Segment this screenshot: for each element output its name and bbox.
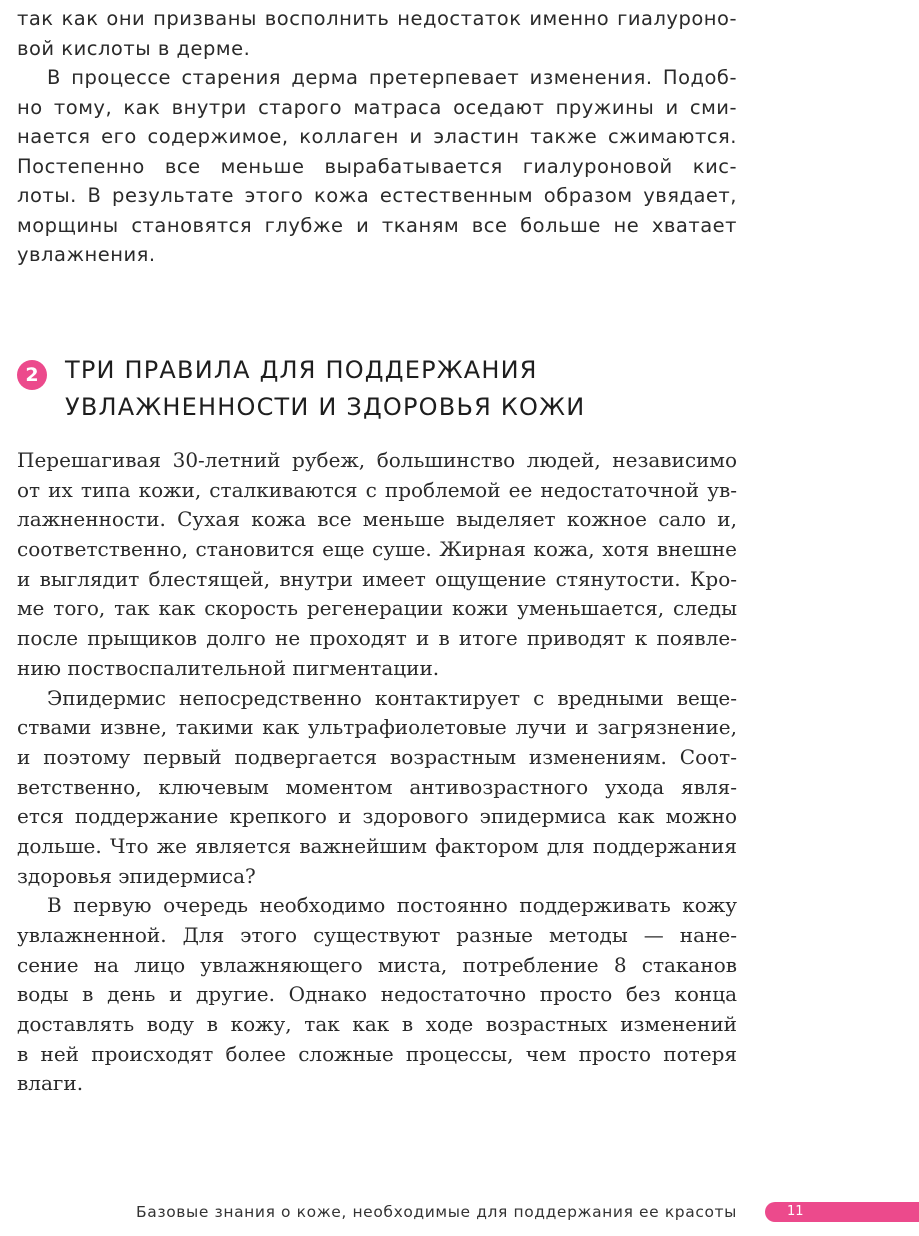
body-text — [17, 446, 737, 1099]
body-line-21: в ней происходят более сложные процессы, чем просто потеря — [17, 1041, 737, 1066]
body-line-3: лажненности. Сухая кожа все меньше выделяет кожное сало и, — [17, 507, 737, 532]
page-footer — [0, 1198, 919, 1228]
section-title-line-2: УВЛАЖНЕННОСТИ И ЗДОРОВЬЯ КОЖИ — [65, 393, 586, 421]
intro-line-7: лоты. В результате этого кожа естественным образом увядает, — [17, 184, 737, 207]
section-title-line-1: ТРИ ПРАВИЛА ДЛЯ ПОДДЕРЖАНИЯ — [65, 356, 538, 384]
body-line-20: доставлять воду в кожу, так как в ходе возрастных изменений — [17, 1012, 737, 1037]
body-line-11: и поэтому первый подвергается возрастным изменениям. Соот- — [17, 744, 737, 769]
section-number-badge: 2 — [17, 360, 47, 390]
body-line-17: увлажненной. Для этого существуют разные методы — нане- — [17, 923, 737, 947]
body-line-14: дольше. Что же является важнейшим фактором для поддержания — [17, 833, 737, 858]
intro-line-3: В процессе старения дерма претерпевает изменения. Подоб- — [47, 66, 737, 89]
intro-line-9: увлажнения. — [17, 243, 156, 266]
body-line-4: соответственно, становится еще суше. Жирная кожа, хотя внешне — [17, 537, 737, 562]
body-line-16: В первую очередь необходимо постоянно поддерживать кожу — [47, 893, 737, 918]
body-line-19: воды в день и другие. Однако недостаточно просто без конца — [17, 982, 737, 1007]
body-line-22: влаги. — [17, 1071, 84, 1096]
page-number: 11 — [787, 1204, 804, 1219]
body-line-2: от их типа кожи, сталкиваются с проблемой ее недостаточной ув- — [17, 477, 737, 502]
intro-line-2: вой кислоты в дерме. — [17, 36, 251, 60]
body-line-5: и выглядит блестящей, внутри имеет ощущение стянутости. Кро- — [17, 566, 737, 591]
intro-line-1: так как они призваны восполнить недостаток именно гиалуроно- — [17, 7, 737, 30]
body-line-18: сение на лицо увлажняющего миста, потребление 8 стаканов — [17, 952, 737, 977]
page-number-tab — [765, 1202, 919, 1222]
intro-line-8: морщины становятся глубже и тканям все больше не хватает — [17, 213, 737, 237]
body-line-1: Перешагивая 30-летний рубеж, большинство людей, независимо — [17, 448, 737, 472]
body-line-10: ствами извне, такими как ультрафиолетовые лучи и загрязнение, — [17, 715, 737, 740]
body-line-7: после прыщиков долго не проходят и в итоге приводят к появле- — [17, 626, 737, 651]
body-line-13: ется поддержание крепкого и здорового эпидермиса как можно — [17, 804, 737, 829]
body-line-8: нию поствоспалительной пигментации. — [17, 655, 440, 680]
intro-line-6: Постепенно все меньше вырабатывается гиалуроновой кис- — [17, 154, 737, 178]
body-line-6: ме того, так как скорость регенерации кожи уменьшается, следы — [17, 596, 737, 621]
body-line-12: ветственно, ключевым моментом антивозрастного ухода явля- — [17, 774, 737, 799]
body-line-9: Эпидермис непосредственно контактирует с вредными веще- — [47, 685, 737, 710]
running-title: Базовые знания о коже, необходимые для поддержания ее красоты — [136, 1203, 737, 1221]
body-line-15: здоровья эпидермиса? — [17, 863, 256, 888]
intro-line-5: нается его содержимое, коллаген и эластин также сжимаются. — [17, 125, 737, 148]
intro-line-4: но тому, как внутри старого матраса оседают пружины и сми- — [17, 95, 737, 119]
section-heading — [17, 352, 737, 426]
intro-text — [17, 4, 737, 270]
